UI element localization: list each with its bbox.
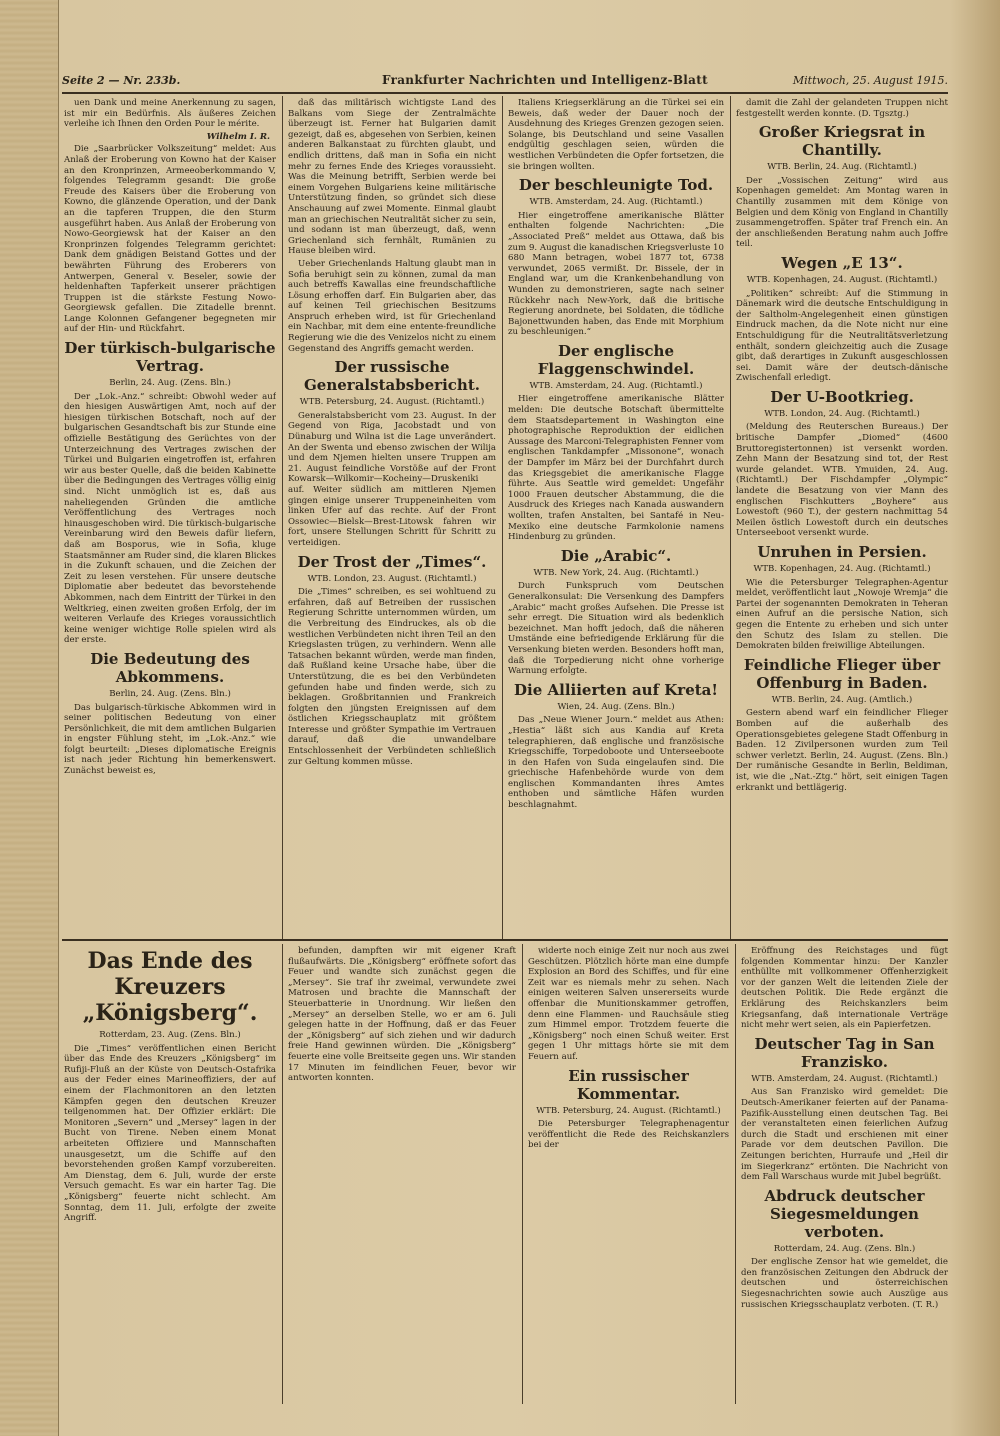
column-rule <box>502 96 503 939</box>
column-3 <box>508 98 724 936</box>
article-text: damit die Zahl der gelandeten Truppen nicht festgestellt werden konnte. (D. Tgsztg.) <box>736 98 948 119</box>
article-text: Wie die Petersburger Telegraphen-Agentur meldet, veröffentlicht laut „Nowoje Wremja“ die Partei der sogenannten Demokraten in Teheran einen Aufruf an die persische Nation, sich gegen die Entente zu erheben und sich unter den Schutz des Islam zu stellen. Die Demokraten bilden freiwillige Abteilungen. <box>736 577 948 652</box>
article-text: Die „Saarbrücker Volkszeitung“ meldet: Aus Anlaß der Eroberung von Kowno hat der Kaiser an den Kronprinzen, Armeeoberkommando V, folgendes Telegramm gesandt: Die große Freude des Kaisers über die Eroberung von Kowno, die glänzende Operation, und der Dank an die tapferen Truppen, die den Sturm ausgeführt haben. Aus Anlaß der Eroberung von Nowo-Georgiewsk hat der Kaiser an den Kronprinzen folgendes Telegramm gerichtet: Dank dem gnädigen Beistand Gottes und der bewährten Führung des Eroberers von Antwerpen, General v. Beseler, sowie der heldenhaften Tapferkeit unserer prächtigen Truppen ist die stärkste Festung Nowo-Georgiewsk gefallen. Die Zitadelle brennt. Lange Kolonnen Gefangener begegneten mir auf der Hin- und Rückfahrt. <box>64 144 276 335</box>
dateline: WTB. Petersburg, 24. August. (Richtamtl.) <box>536 1105 721 1116</box>
main-headline: Das Ende des Kreuzers „Königsberg“. <box>82 948 258 1026</box>
headline: Feindliche Flieger über Offenburg in Baden. <box>743 655 941 692</box>
dateline: WTB. New York, 24. Aug. (Richtamtl.) <box>533 567 699 578</box>
article-text: Ueber Griechenlands Haltung glaubt man in Sofia beruhigt sein zu können, zumal da man auch betreffs Kawallas eine freundschaftliche Lösung erhoffen darf. Ein Bulgarien aber, das auf keinen Teil griechischen Besitzums Anspruch erheben wird, ist für Griechenland ein Nachbar, mit dem eine entente-freundliche Regierung wie die des Venizelos nicht zu einem Gegenstand des Angriffs gemacht werden. <box>288 258 496 354</box>
headline: Der Trost der „Times“. <box>297 552 487 571</box>
headline: Der englische Flaggenschwindel. <box>537 341 695 378</box>
signature: Wilhelm I. R. <box>206 131 270 142</box>
headline: Ein russischer Kommentar. <box>568 1066 689 1103</box>
dateline: Wien, 24. Aug. (Zens. Bln.) <box>557 701 675 712</box>
article-text: Generalstabsbericht vom 23. August. In der Gegend von Riga, Jacobstadt und von Dünaburg und Wilna ist die Lage unverändert. An der Swenta und ebenso zwischen der Wilija und dem Njemen hielten unsere Truppen am 21. August feindliche Vorstöße auf der Front Kowarsk—Wilkomir—Kocheiny—Druskeniki auf. Weiter südlich am mittleren Njemen gingen einige unserer Truppeneinheiten vom linken Ufer auf das rechte. Auf der Front Ossowiec—Bielsk—Brest-Litowsk fahren wir fort, unsere Stellungen Schritt für Schritt zu verteidigen. <box>288 410 496 548</box>
page-header <box>62 70 948 94</box>
dateline: Rotterdam, 23. Aug. (Zens. Bln.) <box>99 1030 241 1040</box>
article-text: Eröffnung des Reichstages und fügt folgenden Kommentar hinzu: Der Kanzler enthüllte mit vollkommener Offenherzigkeit vor der ganzen Welt die leitenden Ziele der deutschen Politik. Die Rede ergänzt die Erklärung des Reichskanzlers beim Kriegsanfang, daß internationale Verträge nicht mehr wert seien, als ein Papierfetzen. <box>741 946 948 1031</box>
column-4 <box>736 98 948 936</box>
headline: Der türkisch-bulgarische Vertrag. <box>64 339 276 376</box>
article-text: (Meldung des Reuterschen Bureaus.) Der britische Dampfer „Diomed“ (4600 Bruttoregistertonnen) ist versenkt worden. Zehn Mann der Besatzung sind tot, der Rest wurde gelandet. WTB. Ymuiden, 24. Aug. (Richtamtl.) Der Fischdampfer „Olympic“ landete die Besatzung von vier Mann des englischen Fischkutters „Boyhere“ aus Lowestoft (960 T.), der gestern nachmittag 54 Meilen östlich Lowestoft durch ein deutsches Unterseeboot versenkt wurde. <box>736 422 948 539</box>
article-text: Italiens Kriegserklärung an die Türkei sei ein Beweis, daß weder der Dauer noch der Ausdehnung des Krieges Grenzen gezogen seien. Solange, bis Deutschland und seine Vasallen endgültig geschlagen seien, würden die westlichen Verbündeten die Opfer fortsetzen, die sie bringen wollten. <box>508 98 724 172</box>
dateline: Berlin, 24. Aug. (Zens. Bln.) <box>109 688 231 699</box>
article-text: Hier eingetroffene amerikanische Blätter enthalten folgende Nachrichten: „Die „Associated Preß“ meldet aus Ottawa, daß bis zum 9. August die kanadischen Kriegsverluste 10 680 Mann betragen, wobei 1877 tot, 6738 verwundet, 2065 vermißt. Dr. Bissele, der in England war, um die Krankenbehandlung von Wunden zu demonstrieren, sagte nach seiner Rückkehr nach New-York, daß die britische Regierung anordnete, bei Soldaten, die tödliche Bajonettwunden haben, das Ende mit Morphium zu beschleunigen.“ <box>508 210 724 338</box>
dateline: WTB. Amsterdam, 24. Aug. (Richtamtl.) <box>529 380 703 391</box>
headline: Deutscher Tag in San Franzisko. <box>754 1034 935 1071</box>
headline: Abdruck deutscher Siegesmeldungen verboten. <box>764 1186 925 1241</box>
dateline: WTB. Kopenhagen, 24. August. (Richtamtl.) <box>746 274 938 285</box>
article-text: „Politiken“ schreibt: Auf die Stimmung in Dänemark wird die deutsche Entschuldigung in der Saltholm-Angelegenheit einen günstigen Eindruck machen, da die Note nicht nur eine Entschuldigung für die Neutralitätsverletzung enthält, sondern gleichzeitig auch die Zusage gibt, daß derartiges in Zukunft ausgeschlossen sei. Damit wäre der deutsch-dänische Zwischenfall erledigt. <box>736 288 948 384</box>
article-text: Gestern abend warf ein feindlicher Flieger Bomben auf die außerhalb des Operationsgebietes gelegene Stadt Offenburg in Baden. 12 Zivilpersonen wurden zum Teil schwer verletzt. Berlin, 24. August. (Zens. Bln.) Der rumänische Gesandte in Berlin, Beldiman, ist, wie die „Nat.-Ztg.“ hört, seit einigen Tagen erkrankt und bettlägerig. <box>736 708 948 793</box>
article-text: Aus San Franzisko wird gemeldet: Die Deutsch-Amerikaner feierten auf der Panama-Pazifik-Ausstellung einen deutschen Tag. Bei der veranstalteten einen feierlichen Aufzug durch die Stadt und erschienen mit einer Parade vor dem deutschen Pavillon. Die Zeitungen berichten, Hurraufe und „Heil dir im Siegerkranz“ ertönten. Die Nachricht von dem Fall Warschaus wurde mit Jubel begrüßt. <box>741 1087 948 1183</box>
article-text: Der „Lok.-Anz.“ schreibt: Obwohl weder auf den hiesigen Auswärtigen Amt, noch auf der hiesigen türkischen Botschaft, noch auf der bulgarischen Gesandtschaft bis zur Stunde eine offizielle Bestätigung des Gerüchtes von der Unterzeichnung des Vertrages zwischen der Türkei und Bulgarien eingetroffen ist, erfahren wir aus bester Quelle, daß die beiden Kabinette über die Bedingungen des Vertrages völlig einig sind. Nicht unmöglich ist es, daß aus naheliegenden Gründen die amtliche Veröffentlichung des Vertrages noch hinausgeschoben wird. Die türkisch-bulgarische Vereinbarung wird den Beweis dafür liefern, daß am Bosporus, wie in Sofia, kluge Staatsmänner am Ruder sind, die klaren Blickes in die Zukunft schauen, und die Zeichen der Zeit zu lesen verstehen. Für unsere deutsche Diplomatie aber bedeutet das bevorstehende Abkommen, nach dem Eintritt der Türkei in den Weltkrieg, einen zweiten großen Erfolg, der im weiteren Verlaufe des Krieges voraussichtlich keine weniger wichtige Rolle spielen wird als der erste. <box>64 391 276 646</box>
headline: Die Alliierten auf Kreta! <box>514 680 718 699</box>
headline: Großer Kriegsrat in Chantilly. <box>758 123 926 160</box>
article-text: widerte noch einige Zeit nur noch aus zwei Geschützen. Plötzlich hörte man eine dumpfe Explosion an Bord des Schiffes, und für eine Zeit war es niemals mehr zu sehen. Nach einigen weiteren Salven unsererseits wurde offenbar die Munitionskammer getroffen, denn eine Flammen- und Rauchsäule stieg zum Himmel empor. Trotzdem feuerte die „Königsberg“ noch einen Schuß weiter. Erst gegen 1 Uhr mittags hörte sie mit dem Feuern auf. <box>528 946 729 1062</box>
issue-date: Mittwoch, 25. August 1915. <box>792 74 948 87</box>
bottom-column-2 <box>288 946 516 1402</box>
column-rule <box>282 944 283 1404</box>
bottom-column-1 <box>64 946 276 1402</box>
masthead-title: Frankfurter Nachrichten und Intelligenz-Blatt <box>382 73 708 87</box>
article-text: befunden, dampften wir mit eigener Kraft flußaufwärts. Die „Königsberg“ eröffnete sofort das Feuer und wandte sich zunächst gegen die „Mersey“. Sie traf ihr zweimal, verwundete zwei Matrosen und brachte die Mannschaft der Steuerbatterie in Unordnung. Wir ließen den „Mersey“ an derselben Stelle, wo er am 6. Juli gelegen hatte in der Hoffnung, daß er das Feuer der „Königsberg“ auf sich ziehen und wir dadurch freie Hand gewinnen würden. Die „Königsberg“ feuerte eine volle Breitseite gegen uns. Wir standen 17 Minuten im feindlichen Feuer, bevor wir antworten konnten. <box>288 946 516 1084</box>
headline: Die „Arabic“. <box>560 546 672 565</box>
dateline: WTB. Amsterdam, 24. Aug. (Richtamtl.) <box>529 197 703 208</box>
dateline: WTB. Amsterdam, 24. August. (Richtamtl.) <box>751 1073 938 1084</box>
article-text: daß das militärisch wichtigste Land des Balkans vom Siege der Zentralmächte überzeugt ist. Ferner hat Bulgarien damit gezeigt, daß es, abgesehen von Serbien, keinen anderen Balkanstaat zu fürchten glaubt, und endlich drittens, daß man in Sofia ein nicht mehr zu fernes Ende des Krieges voraussieht. Was die Meinung betrifft, Serbien werde bei einem Vorgehen Bulgariens keine militärische Unterstützung finden, so gründet sich diese Anschauung auf zwei Momente. Einmal glaubt man an griechischen Neutralität sicher zu sein, und sodann ist man überzeugt, daß, wenn Griechenland sich fernhält, Rumänien zu Hause bleiben wird. <box>288 98 496 257</box>
headline: Die Bedeutung des Abkommens. <box>90 649 250 686</box>
headline: Der russische Generalstabsbericht. <box>304 358 480 395</box>
headline: Wegen „E 13“. <box>781 253 903 272</box>
dateline: WTB. Petersburg, 24. August. (Richtamtl.) <box>299 397 485 408</box>
column-1 <box>64 98 276 936</box>
article-text: Der „Vossischen Zeitung“ wird aus Kopenhagen gemeldet: Am Montag waren in Chantilly zusammen mit dem Könige von Belgien und dem König von England in Chantilly zusammengetroffen. Später traf French ein. An der anschließenden Beratung nahm auch Joffre teil. <box>736 175 948 250</box>
article-text: Die „Times“ veröffentlichen einen Bericht über das Ende des Kreuzers „Königsberg“ im Rufiji-Fluß an der Küste von Deutsch-Ostafrika aus der Feder eines Marineoffiziers, der auf einem der Flachmonitoren an den letzten Kämpfen gegen den deutschen Kreuzer teilgenommen hat. Der Offizier erklärt: Die Monitoren „Severn“ und „Mersey“ lagen in der Bucht von Tirene. Neben einem Monat arbeiteten Offiziere und Mannschaften unausgesetzt, um die Schiffe auf den bevorstehenden großen Kampf vorzubereiten. Am Dienstag, dem 6. Juli, wurde der erste Versuch gemacht. Es war ein harter Tag. Die „Königsberg“ feuerte nicht schlecht. Am Sonntag, dem 11. Juli, erfolgte der zweite Angriff. <box>64 1043 276 1224</box>
article-text: Hier eingetroffene amerikanische Blätter melden: Die deutsche Botschaft übermittelte dem Staatsdepartement in Washington eine photographische Reproduktion der eidlichen Aussage des Marconi-Telegraphisten Fenner vom englischen Tankdampfer „Missonone“, wonach der Dampfer im März bei der Durchfahrt durch das Kriegsgebiet die amerikanische Flagge führte. Aus Seattle wird gemeldet: Ungefähr 1000 Frauen deutscher Abstammung, die die Ausdruck des Krieges nach Kanada auswandern wollten, trafen Anstalten, bei Santafé in Neu-Mexiko eine deutsche Farmkolonie namens Hindenburg zu gründen. <box>508 394 724 543</box>
headline: Der beschleunigte Tod. <box>518 176 714 195</box>
dateline: WTB. Berlin, 24. Aug. (Richtamtl.) <box>767 162 917 173</box>
section-rule <box>62 939 948 941</box>
column-rule <box>282 96 283 939</box>
headline: Unruhen in Persien. <box>757 543 927 561</box>
dateline: WTB. London, 23. August. (Richtamtl.) <box>307 573 477 584</box>
article-text: Das „Neue Wiener Journ.“ meldet aus Athen: „Hestia“ läßt sich aus Kandia auf Kreta telegraphieren, daß englische und französische Kriegsschiffe, Torpedoboote und Unterseeboote in den Hafen von Suda eingelaufen sind. Die griechische Hafenbehörde wurde von dem englischen Kommandanten ihres Amtes enthoben und sämtliche Häfen wurden beschlagnahmt. <box>508 715 724 811</box>
column-2 <box>288 98 496 936</box>
page-number: Seite 2 — Nr. 233b. <box>62 74 181 87</box>
dateline: Berlin, 24. Aug. (Zens. Bln.) <box>109 378 231 389</box>
dateline: WTB. Kopenhagen, 24. Aug. (Richtamtl.) <box>753 564 931 574</box>
article-text: Der englische Zensor hat wie gemeldet, die den französischen Zeitungen den Abdruck der deutschen und österreichischen Siegesnachrichten sowie auch Auszüge aus russischen Kriegsschauplatz verboten. (T. R.) <box>741 1257 948 1310</box>
bottom-column-4 <box>741 946 948 1402</box>
article-text: Durch Funkspruch vom Deutschen Generalkonsulat: Die Versenkung des Dampfers „Arabic“ macht großes Aufsehen. Die Presse ist sehr erregt. Die Situation wird als bedenklich bezeichnet. Man hofft jedoch, daß die näheren Umstände eine befriedigende Erklärung für die Versenkung bieten werden. Besonders hofft man, daß die Torpedierung nicht ohne vorherige Warnung erfolgte. <box>508 581 724 677</box>
article-text: uen Dank und meine Anerkennung zu sagen, ist mir ein Bedürfnis. Als äußeres Zeichen verleihe ich Ihnen den Orden Pour le mérite. <box>64 98 276 130</box>
dateline: WTB. Berlin, 24. Aug. (Amtlich.) <box>771 694 913 705</box>
column-rule <box>730 96 731 939</box>
bottom-column-3 <box>528 946 729 1402</box>
article-text: Die „Times“ schreiben, es sei wohltuend zu erfahren, daß auf Betreiben der russischen Regierung Schritte unternommen würden, um die Verbreitung des Eindruckes, als ob die westlichen Verbündeten nicht ihren Teil an den Kriegslasten trügen, zu verhindern. Wenn alle Tatsachen bekannt würden, werde man finden, daß Rußland keine Ursache habe, über die Unterstützung, die es bei den Verbündeten gefunden habe und finden werde, sich zu beklagen. Großbritannien und Frankreich folgten den jüngsten Ereignissen auf dem östlichen Kriegsschauplatz mit größtem Interesse und größter Sympathie im Vertrauen darauf, daß die unwandelbare Entschlossenheit der Verbündeten schließlich zur Geltung kommen müsse. <box>288 587 496 767</box>
headline: Der U-Bootkrieg. <box>770 387 914 406</box>
dateline: Rotterdam, 24. Aug. (Zens. Bln.) <box>773 1243 916 1254</box>
binding-edge <box>0 0 59 1436</box>
column-rule <box>735 944 736 1404</box>
article-text: Die Petersburger Telegraphenagentur veröffentlicht die Rede des Reichskanzlers bei der <box>528 1119 729 1151</box>
column-rule <box>522 944 523 1404</box>
dateline: WTB. London, 24. Aug. (Richtamtl.) <box>764 408 920 419</box>
article-text: Das bulgarisch-türkische Abkommen wird in seiner politischen Bedeutung von einer Persönlichkeit, die mit dem amtlichen Bulgarien in engster Fühlung steht, im „Lok.-Anz.“ wie folgt beurteilt: „Dieses diplomatische Ereignis ist nach jeder Richtung hin bemerkenswert. Zunächst beweist es, <box>64 702 276 777</box>
